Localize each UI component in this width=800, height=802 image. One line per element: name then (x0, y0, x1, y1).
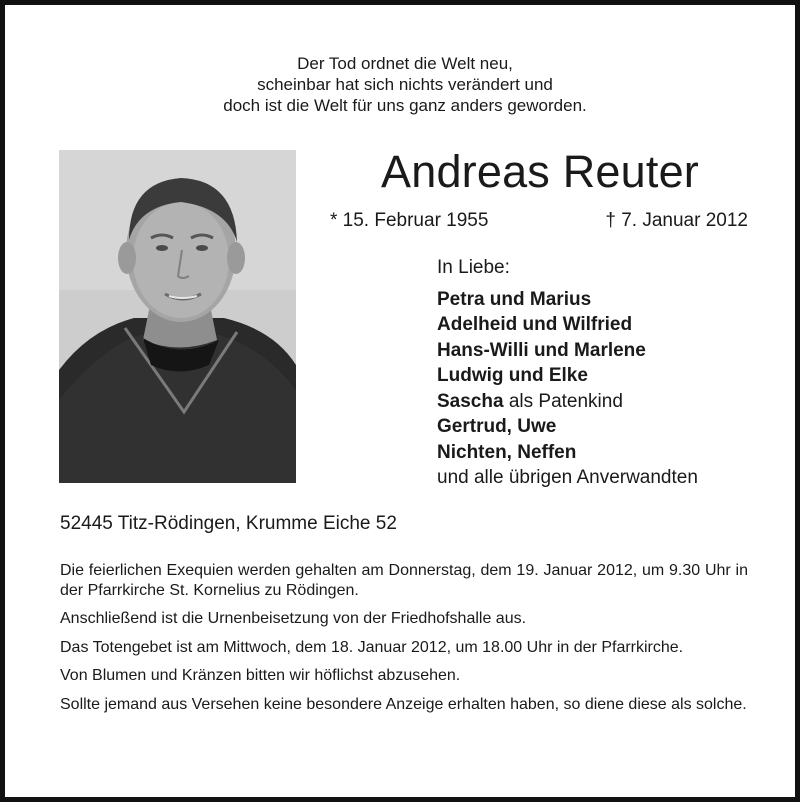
mourner-row (437, 363, 698, 389)
service-details (60, 561, 748, 723)
mourner-row (437, 338, 698, 364)
mourner-note: als Patenkind (503, 390, 623, 412)
mourner-row (437, 414, 698, 440)
quote-line: scheinbar hat sich nichts verändert und (257, 75, 553, 94)
mourners-intro: In Liebe: (437, 257, 510, 278)
mourner-name: Adelheid und Wilfried (437, 314, 633, 335)
mourner-name: Ludwig und Elke (437, 365, 588, 386)
family-address: 52445 Titz-Rödingen, Krumme Eiche 52 (60, 513, 397, 534)
detail-paragraph: Sollte jemand aus Versehen keine besondere Anzeige erhalten haben, so diene diese als solche. (60, 695, 747, 713)
mourner-name: Petra und Marius (437, 288, 592, 310)
mourner-name: Hans-Willi und Marlene (437, 339, 646, 361)
death-date: † 7. Januar 2012 (605, 210, 748, 231)
quote-line: Der Tod ordnet die Welt neu, (297, 54, 513, 73)
mourner-row (437, 287, 698, 313)
mourners-list (437, 255, 698, 491)
mourner-row (437, 465, 698, 491)
detail-paragraph: Das Totengebet ist am Mittwoch, dem 18. Januar 2012, um 18.00 Uhr in der Pfarrkirche. (60, 638, 684, 656)
birth-date: * 15. Februar 1955 (330, 210, 489, 231)
portrait-photo (59, 150, 296, 483)
mourner-row (437, 389, 698, 415)
mourner-name: Gertrud, Uwe (437, 416, 557, 437)
portrait-drawing (59, 150, 296, 483)
detail-paragraph: Anschließend ist die Urnenbeisetzung von der Friedhofshalle aus. (60, 610, 527, 627)
mourner-name: Sascha (437, 390, 504, 412)
quote-line: doch ist die Welt für uns ganz anders geworden. (223, 96, 587, 115)
mourner-name: Nichten, Neffen (437, 441, 577, 463)
detail-paragraph: Die feierlichen Exequien werden gehalten am Donnerstag, dem 19. Januar 2012, um 9.30 Uhr in der Pfarrkirche St. Kornelius zu Rödingen. (60, 562, 748, 599)
deceased-name: Andreas Reuter (381, 146, 699, 197)
mourner-row (437, 440, 698, 466)
mourner-row (437, 312, 698, 338)
mourner-note: und alle übrigen Anverwandten (437, 467, 698, 488)
detail-paragraph: Von Blumen und Kränzen bitten wir höflichst abzusehen. (60, 667, 461, 684)
opening-quote (5, 53, 800, 116)
